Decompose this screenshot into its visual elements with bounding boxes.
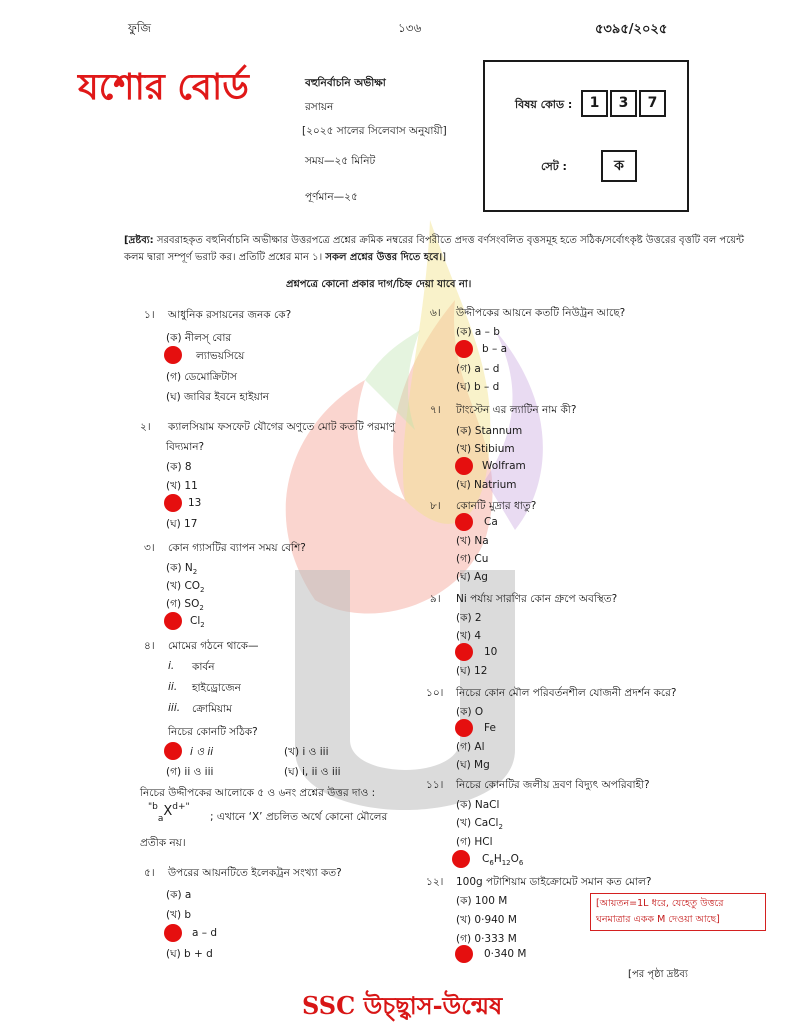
q1-option-d: (ঘ) জাবির ইবনে হাইয়ান xyxy=(166,391,270,403)
q12-option-c: (গ) 0·333 M xyxy=(456,933,517,945)
q6-number: ৬। xyxy=(430,307,441,319)
q6-option-b: b – a xyxy=(482,343,508,355)
q3-option-b: (খ) $CO_2$ xyxy=(166,580,205,595)
code-digit-1: 1 xyxy=(581,90,608,117)
q10-text: নিচের কোন মৌল পরিবর্তনশীল যোজনী প্রদর্শন করে? xyxy=(456,687,677,699)
q8-option-b: (খ) Na xyxy=(456,535,489,547)
q7-option-b: (খ) Stibium xyxy=(456,443,515,455)
q3-option-c: (গ) $SO_2$ xyxy=(166,598,204,613)
volume-note: [আয়তন=1L ধরে, যেহেতু উত্তরে ঘনমাত্রার একক M দেওয়া আছে] xyxy=(590,893,766,931)
paper-code: ৫৩৯৫/২০২৫ xyxy=(595,22,668,37)
q6-answer-mark xyxy=(455,340,473,358)
ion-symbol: $^{"b}_aX^{d+"}$ xyxy=(148,802,190,824)
q12-option-d: 0·340 M xyxy=(484,948,527,960)
q8-text: কোনটি মুদ্রার ধাতু? xyxy=(456,500,537,512)
q10-option-a: (ক) O xyxy=(456,706,484,718)
q2-text-cont: বিদ্যমান? xyxy=(166,441,205,453)
set-value: ক xyxy=(601,150,637,182)
q4-item-ii-num: ii. xyxy=(168,681,178,693)
notice-end: ] xyxy=(442,252,447,263)
notice-strong: সকল প্রশ্নের উত্তর দিতে হবে। xyxy=(325,252,443,263)
q8-option-d: (ঘ) Ag xyxy=(456,571,488,583)
q2-option-c: 13 xyxy=(188,497,202,509)
exam-subject: রসায়ন xyxy=(305,101,334,113)
set-label: সেট : xyxy=(541,160,567,173)
q9-text: Ni পর্যায় সারণির কোন গ্রুপে অবস্থিত? xyxy=(456,593,618,605)
q2-option-d: (ঘ) 17 xyxy=(166,518,198,530)
q3-number: ৩। xyxy=(144,542,155,554)
exam-syllabus: [২০২৫ সালের সিলেবাস অনুযায়ী] xyxy=(302,125,447,137)
q1-option-c: (গ) ডেমোক্রিটাস xyxy=(166,371,237,383)
q5-answer-mark xyxy=(164,924,182,942)
q2-option-b: (খ) 11 xyxy=(166,480,198,492)
q4-item-i-num: i. xyxy=(168,660,175,672)
q4-option-d: (ঘ) i, ii ও iii xyxy=(284,766,341,778)
subject-code-box xyxy=(483,60,689,212)
q4-ask: নিচের কোনটি সঠিক? xyxy=(168,726,258,738)
exam-marks: পূর্ণমান—২৫ xyxy=(305,191,358,203)
q10-option-d: (ঘ) Mg xyxy=(456,759,490,771)
q4-option-b: (খ) i ও iii xyxy=(284,746,329,758)
q11-number: ১১। xyxy=(426,779,444,791)
q10-answer-mark xyxy=(455,719,473,737)
q11-option-b: (খ) CaCl$_2$ xyxy=(456,817,503,832)
instructions xyxy=(124,232,764,266)
q11-option-d: $C_6H_{12}O_6$ xyxy=(482,853,524,868)
q8-answer-mark xyxy=(455,513,473,531)
q9-option-b: (খ) 4 xyxy=(456,630,482,642)
q4-text: মোমের গঠনে থাকে— xyxy=(168,640,259,652)
q2-answer-mark xyxy=(164,494,182,512)
q1-number: ১। xyxy=(144,309,155,321)
q6-option-a: (ক) a – b xyxy=(456,326,500,338)
q7-answer-mark xyxy=(455,457,473,475)
q3-answer-mark xyxy=(164,612,182,630)
no-marking-warning: প্রশ্নপত্রে কোনো প্রকার দাগ/চিহ্ন দেয়া যাবে না। xyxy=(286,279,472,290)
q9-number: ৯। xyxy=(430,593,441,605)
exam-time: সময়—২৫ মিনিট xyxy=(305,155,376,167)
board-title: যশোর বোর্ড xyxy=(78,66,249,108)
q12-answer-mark xyxy=(455,945,473,963)
q9-option-c: 10 xyxy=(484,646,498,658)
q10-option-c: (গ) Al xyxy=(456,741,485,753)
notice-body: সরবরাহকৃত বহুনির্বাচনি অভীক্ষার উত্তরপত্রে প্রশ্নের ক্রমিক নম্বরের বিপরীতে প্রদত্ত বর্ণসংবলিত বৃত্তসমূহ হতে সঠিক/সর্বোৎকৃষ্ট উত্তরের বৃত্তটি বল পয়েন্ট কলম দ্বারা সম্পূর্ণ ভরাট কর। প্রতিটি প্রশ্নের মান ১। xyxy=(124,235,744,263)
q9-option-a: (ক) 2 xyxy=(456,612,482,624)
q4-item-iii: ক্রোমিয়াম xyxy=(192,703,232,715)
q12-option-b: (খ) 0·940 M xyxy=(456,914,517,926)
q5-text: উপরের আয়নটিতে ইলেকট্রন সংখ্যা কত? xyxy=(168,867,342,879)
q1-option-b: ল্যাভয়সিয়ে xyxy=(196,350,245,362)
q11-option-a: (ক) NaCl xyxy=(456,799,500,811)
q7-text: টাংস্টেন এর ল্যাটিন নাম কী? xyxy=(456,404,577,416)
q4-item-ii: হাইড্রোজেন xyxy=(192,682,241,694)
q5-option-b: (খ) b xyxy=(166,909,192,921)
q4-option-a: i ও ii xyxy=(190,746,214,758)
q9-answer-mark xyxy=(455,643,473,661)
q10-option-b: Fe xyxy=(484,722,496,734)
q7-option-a: (ক) Stannum xyxy=(456,425,523,437)
q11-answer-mark xyxy=(452,850,470,868)
q3-option-a: (ক) $N_2$ xyxy=(166,562,198,577)
stem-line3: প্রতীক নয়। xyxy=(140,837,186,849)
q12-option-a: (ক) 100 M xyxy=(456,895,508,907)
q1-answer-mark xyxy=(164,346,182,364)
q1-text: আধুনিক রসায়নের জনক কে? xyxy=(168,309,292,321)
stem-instruction: নিচের উদ্দীপকের আলোকে ৫ ও ৬নং প্রশ্নের উত্তর দাও : xyxy=(140,787,376,799)
q2-text: ক্যালসিয়াম ফসফেট যৌগের অণুতে মোট কতটি পরমাণু xyxy=(168,421,396,433)
q7-option-d: (ঘ) Natrium xyxy=(456,479,517,491)
q8-option-a: Ca xyxy=(484,516,498,528)
q1-option-a: (ক) নীলস্ বোর xyxy=(166,332,232,344)
stem-line2: ; এখানে ‘X’ প্রচলিত অর্থে কোনো মৌলের xyxy=(210,811,388,823)
next-page-note: [পর পৃষ্ঠা দ্রষ্টব্য xyxy=(628,969,688,980)
q11-option-c: (গ) HCl xyxy=(456,836,493,848)
footer-brand: SSC উচ্ছ্বাস-উন্মেষ xyxy=(302,991,503,1020)
q2-option-a: (ক) 8 xyxy=(166,461,192,473)
q4-item-i: কার্বন xyxy=(192,661,215,673)
q11-text: নিচের কোনটির জলীয় দ্রবণ বিদ্যুৎ অপরিবাহী? xyxy=(456,779,650,791)
q9-option-d: (ঘ) 12 xyxy=(456,665,488,677)
q5-option-a: (ক) a xyxy=(166,889,192,901)
q6-option-c: (গ) a – d xyxy=(456,363,500,375)
q8-option-c: (গ) Cu xyxy=(456,553,489,565)
q3-text: কোন গ্যাসটির ব্যাপন সময় বেশি? xyxy=(168,542,306,554)
q7-option-c: Wolfram xyxy=(482,460,526,472)
q8-number: ৮। xyxy=(430,500,441,512)
q12-text: 100g পটাশিয়াম ডাইক্রোমেট সমান কত মোল? xyxy=(456,876,652,888)
q2-number: ২। xyxy=(140,421,151,433)
q3-option-d: $Cl_2$ xyxy=(190,615,205,630)
exam-type: বহুনির্বাচনি অভীক্ষা xyxy=(305,77,386,89)
code-digit-2: 3 xyxy=(610,90,637,117)
header-left: ফুজি xyxy=(128,21,151,35)
q5-number: ৫। xyxy=(144,867,155,879)
q12-number: ১২। xyxy=(426,876,444,888)
q10-number: ১০। xyxy=(426,687,444,699)
subject-code-label: বিষয় কোড : xyxy=(515,98,573,111)
q5-option-d: (ঘ) b + d xyxy=(166,948,213,960)
notice-lead: [দ্রষ্টব্য: xyxy=(124,235,154,246)
q4-number: ৪। xyxy=(144,640,155,652)
q4-answer-mark xyxy=(164,742,182,760)
q6-option-d: (ঘ) b – d xyxy=(456,381,500,393)
q4-item-iii-num: iii. xyxy=(168,702,181,714)
q6-text: উদ্দীপকের আয়নে কতটি নিউট্রন আছে? xyxy=(456,307,626,319)
q5-option-c: a – d xyxy=(192,927,218,939)
q7-number: ৭। xyxy=(430,404,441,416)
code-digit-3: 7 xyxy=(639,90,666,117)
page-number: ১৩৬ xyxy=(398,21,422,35)
q4-option-c: (গ) ii ও iii xyxy=(166,766,214,778)
